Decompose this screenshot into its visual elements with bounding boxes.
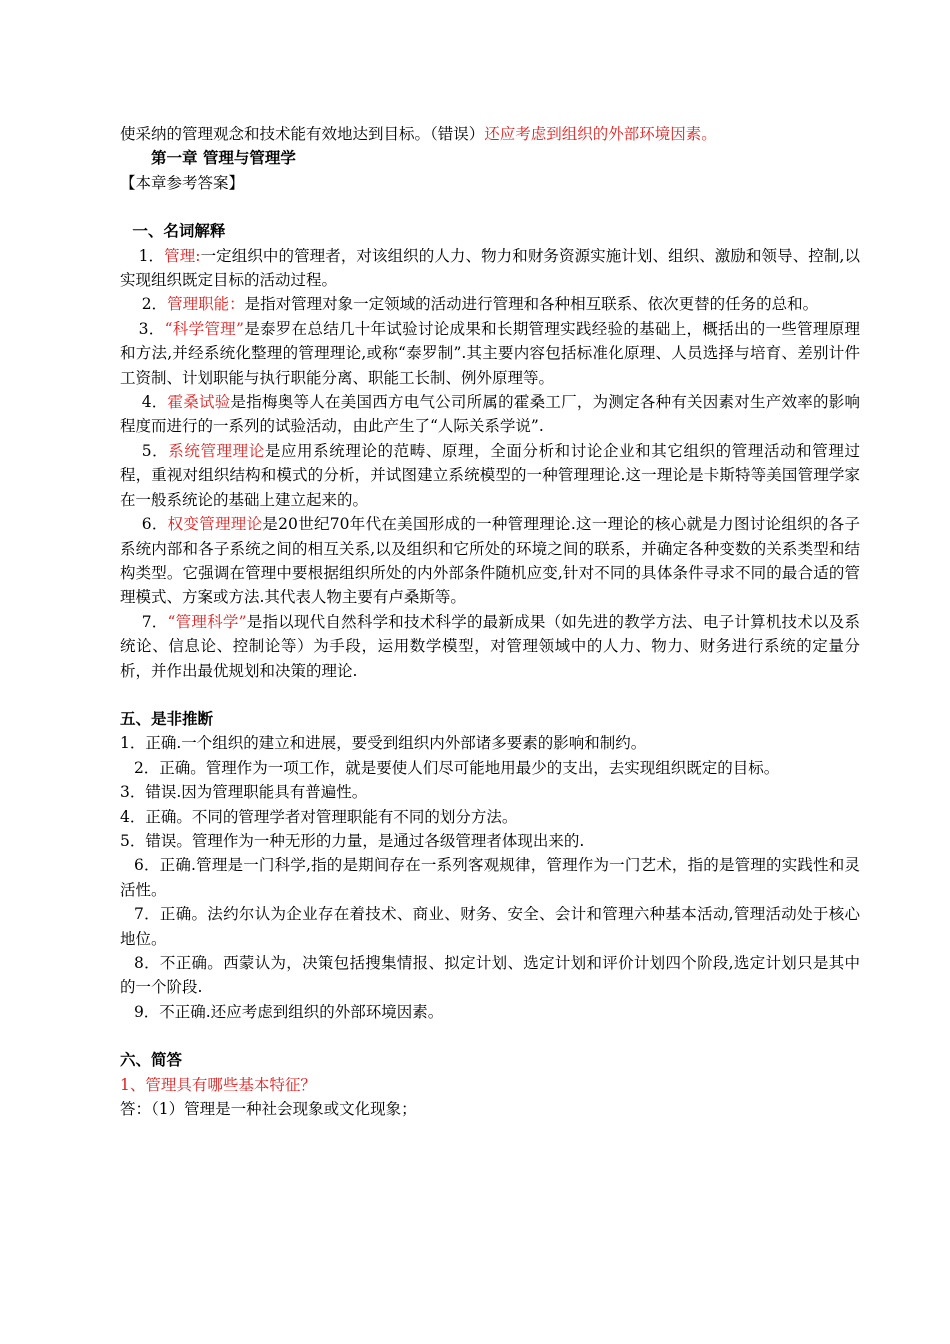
- short-answer-text: 答：（1）管理是一种社会现象或文化现象；: [120, 1100, 417, 1119]
- judgement-item: 2．正确。管理作为一项工作，就是要使人们尽可能地用最少的支出，去实现组织既定的目标。: [133, 758, 780, 777]
- section-title-short-answer: 六、简答: [120, 1051, 183, 1070]
- term-label: 权变管理理论: [167, 515, 263, 534]
- term-item: 4．霍桑试验是指梅奥等人在美国西方电气公司所属的霍桑工厂，为测定各种有关因素对生产效率的影响程度而进行的一系列的试验活动，由此产生了“人际关系学说”.: [120, 393, 860, 436]
- term-item: 6．权变管理理论是20世纪70年代在美国形成的一种管理理论.这一理论的核心就是力图讨论组织的各子系统内部和各子系统之间的相互关系,以及组织和它所处的环境之间的联系，并确定各种变数的关系类型和结构类型。它强调在管理中要根据组织所处的内外部条件随机应变,针对不同的具体条件寻求不同的最合适的管理模式、方案或方法.其代表人物主要有卢桑斯等。: [120, 515, 860, 607]
- answer-label: 【本章参考答案】: [120, 173, 245, 192]
- spacer: [120, 195, 860, 219]
- spacer: [120, 683, 860, 707]
- section-title-judgement: 五、是非推断: [120, 709, 214, 728]
- chapter-title: 第一章 管理与管理学: [151, 149, 296, 168]
- term-item: 5．系统管理理论是应用系统理论的范畴、原理，全面分析和讨论企业和其它组织的管理活动和管理过程，重视对组织结构和模式的分析，并试图建立系统模型的一种管理理论.这一理论是卡斯特等美国管理学家在一般系统论的基础上建立起来的。: [120, 441, 860, 509]
- intro-line: [120, 122, 860, 146]
- judgement-item: 3．错误.因为管理职能具有普遍性。: [120, 783, 368, 802]
- judgement-item: 5．错误。管理作为一种无形的力量，是通过各级管理者体现出来的.: [120, 831, 585, 850]
- term-item: 3．“科学管理”是泰罗在总结几十年试验讨论成果和长期管理实践经验的基础上，概括出的一些管理原理和方法,并经系统化整理的管理理论,或称“泰罗制”.其主要内容包括标准化原理、人员选择与培育、差别计件工资制、计划职能与执行职能分离、职能工长制、例外原理等。: [120, 319, 860, 387]
- judgement-item: 1．正确.一个组织的建立和进展，要受到组织内外部诸多要素的影响和制约。: [120, 734, 647, 753]
- judgement-item: 9．不正确.还应考虑到组织的外部环境因素。: [133, 1002, 444, 1021]
- term-label: “管理科学”: [167, 612, 247, 631]
- document-page: [120, 122, 860, 1121]
- term-item: 2．管理职能：是指对管理对象一定领域的活动进行管理和各种相互联系、依次更替的任务的总和。: [141, 295, 819, 314]
- judgement-item: 8．不正确。西蒙认为，决策包括搜集情报、拟定计划、选定计划和评价计划四个阶段,选定计划只是其中的一个阶段.: [120, 954, 860, 997]
- term-label: 管理职能：: [167, 295, 245, 314]
- term-label: 霍桑试验: [167, 393, 231, 412]
- term-label: 系统管理理论: [168, 441, 265, 460]
- intro-red-text: 还应考虑到组织的外部环境因素。: [484, 125, 717, 143]
- term-label: “科学管理”: [164, 319, 244, 338]
- judgement-item: 6．正确.管理是一门科学,指的是期间存在一系列客观规律，管理作为一门艺术，指的是管理的实践性和灵活性。: [120, 856, 860, 899]
- judgement-item: 4．正确。不同的管理学者对管理职能有不同的划分方法。: [120, 807, 518, 826]
- term-label: 管理:: [164, 246, 201, 265]
- short-answer-question: 1、管理具有哪些基本特征？: [120, 1075, 316, 1094]
- intro-text: 使采纳的管理观念和技术能有效地达到目标。（错误）: [120, 125, 485, 143]
- term-item: 7．“管理科学”是指以现代自然科学和技术科学的最新成果（如先进的教学方法、电子计算机技术以及系统论、信息论、控制论等）为手段，运用数学模型，对管理领域中的人力、物力、财务进行系统的定量分析，并作出最优规划和决策的理论.: [120, 612, 860, 680]
- term-item: 1．管理:一定组织中的管理者，对该组织的人力、物力和财务资源实施计划、组织、激励和领导、控制,以实现组织既定目标的活动过程。: [120, 246, 860, 290]
- spacer: [120, 1024, 860, 1048]
- section-title-terms: 一、名词解释: [132, 222, 226, 241]
- judgement-item: 7．正确。法约尔认为企业存在着技术、商业、财务、安全、会计和管理六种基本活动,管理活动处于核心地位。: [120, 905, 860, 948]
